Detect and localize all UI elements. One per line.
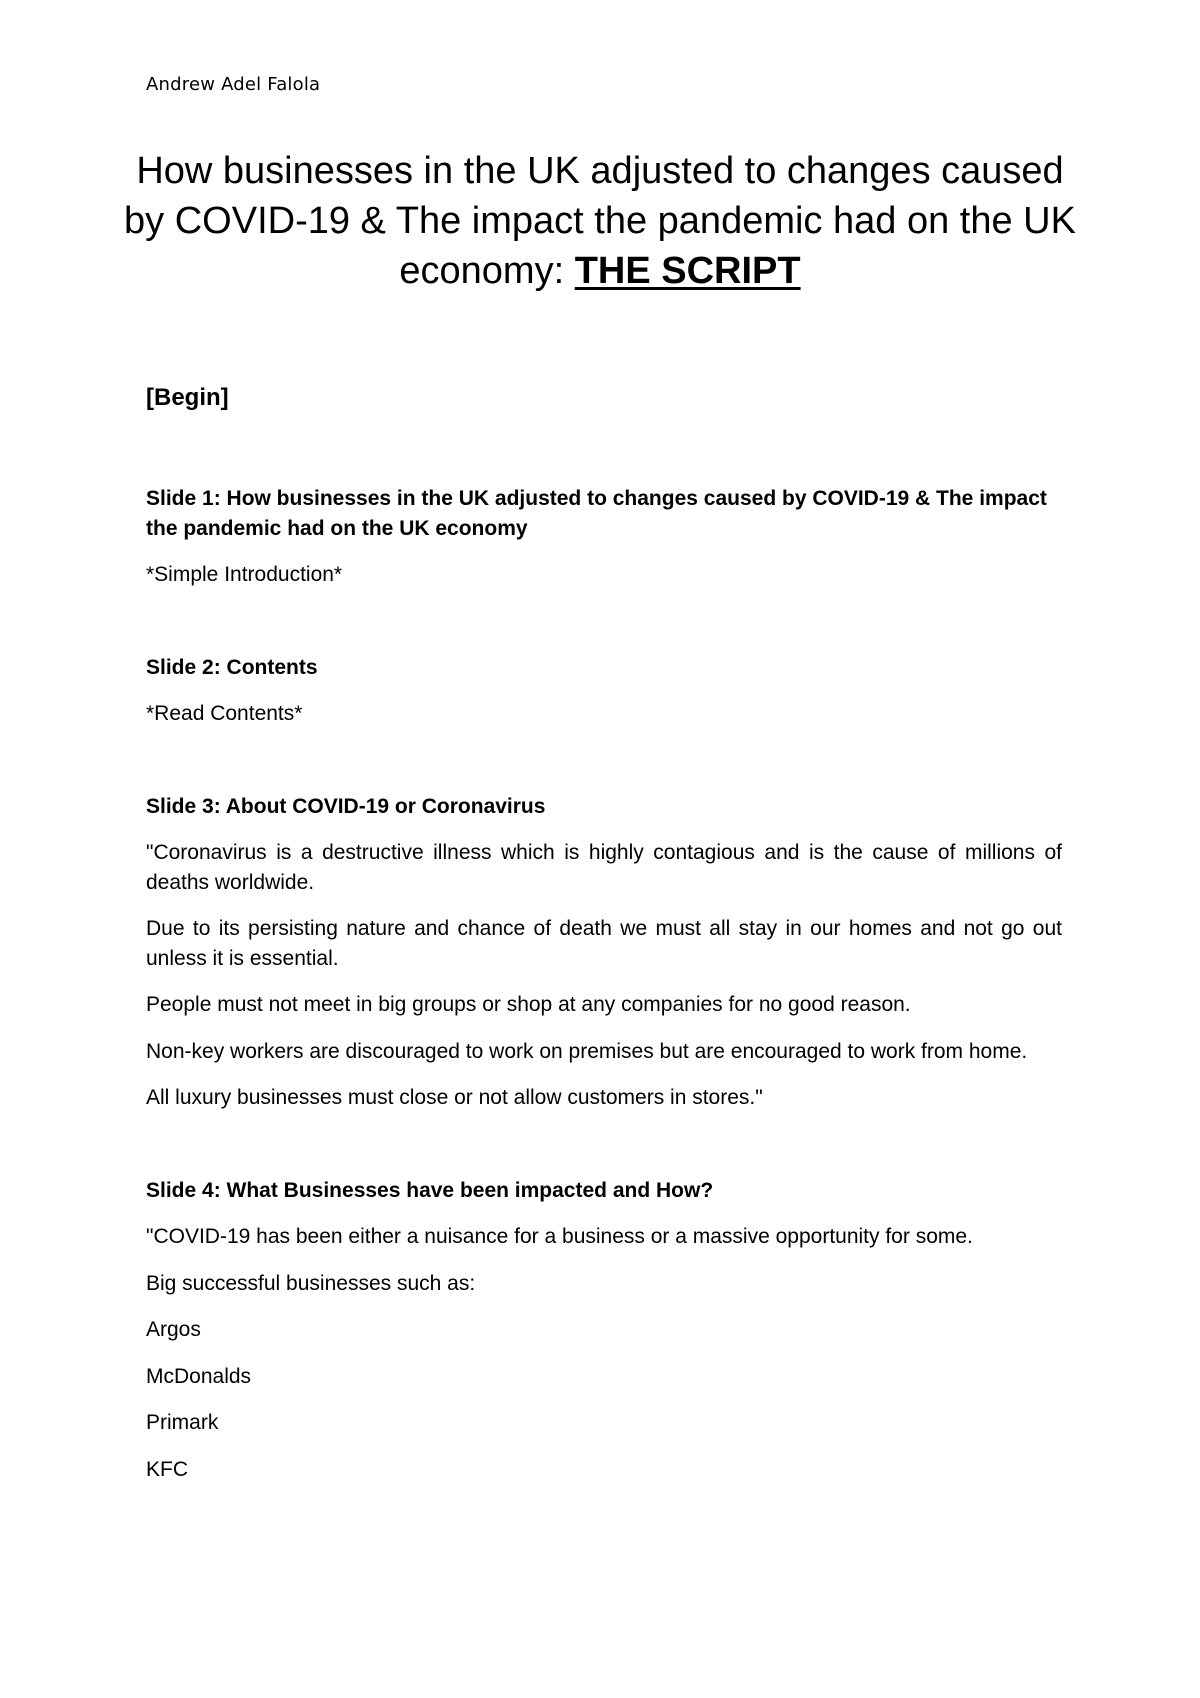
- document-title: [120, 146, 1080, 296]
- slide-2-heading: Slide 2: Contents: [146, 655, 318, 679]
- business-list-item: McDonalds: [146, 1364, 252, 1388]
- business-list-item: Argos: [146, 1318, 201, 1341]
- slide-3-paragraph: People must not meet in big groups or shop at any companies for no good reason.: [146, 993, 911, 1016]
- slide-4-heading: Slide 4: What Businesses have been impacted and How?: [146, 1178, 714, 1202]
- slide-3-paragraph: All luxury businesses must close or not allow customers in stores.": [146, 1086, 763, 1109]
- slide-2-paragraph: *Read Contents*: [146, 702, 303, 725]
- business-list-item: Primark: [146, 1411, 219, 1434]
- script-content: [146, 484, 1062, 1484]
- business-list-item: KFC: [146, 1457, 188, 1481]
- slide-3-paragraph: Non-key workers are discouraged to work on premises but are encouraged to work from home.: [146, 1039, 1028, 1063]
- slide-4-paragraph: Big successful businesses such as:: [146, 1271, 476, 1295]
- slide-3-paragraph: "Coronavirus is a destructive illness which is highly contagious and is the cause of millions of deaths worldwide.: [146, 841, 1062, 894]
- slide-3-heading: Slide 3: About COVID-19 or Coronavirus: [146, 794, 546, 818]
- slide-4-paragraph: "COVID-19 has been either a nuisance for a business or a massive opportunity for some.: [146, 1225, 973, 1248]
- title-main: How businesses in the UK adjusted to changes caused by COVID-19 & The impact the pandemic had on the UK economy:: [124, 150, 1076, 292]
- slide-1-paragraph: *Simple Introduction*: [146, 563, 343, 586]
- slide-3-paragraph: Due to its persisting nature and chance of death we must all stay in our homes and not go out unless it is essential.: [146, 917, 1062, 970]
- title-emphasis: THE SCRIPT: [574, 250, 801, 292]
- slide-1-heading: Slide 1: How businesses in the UK adjusted to changes caused by COVID-19 & The impact the pandemic had on the UK economy: [146, 487, 1047, 540]
- begin-marker: [Begin]: [146, 384, 229, 411]
- author-name: Andrew Adel Falola: [146, 74, 321, 95]
